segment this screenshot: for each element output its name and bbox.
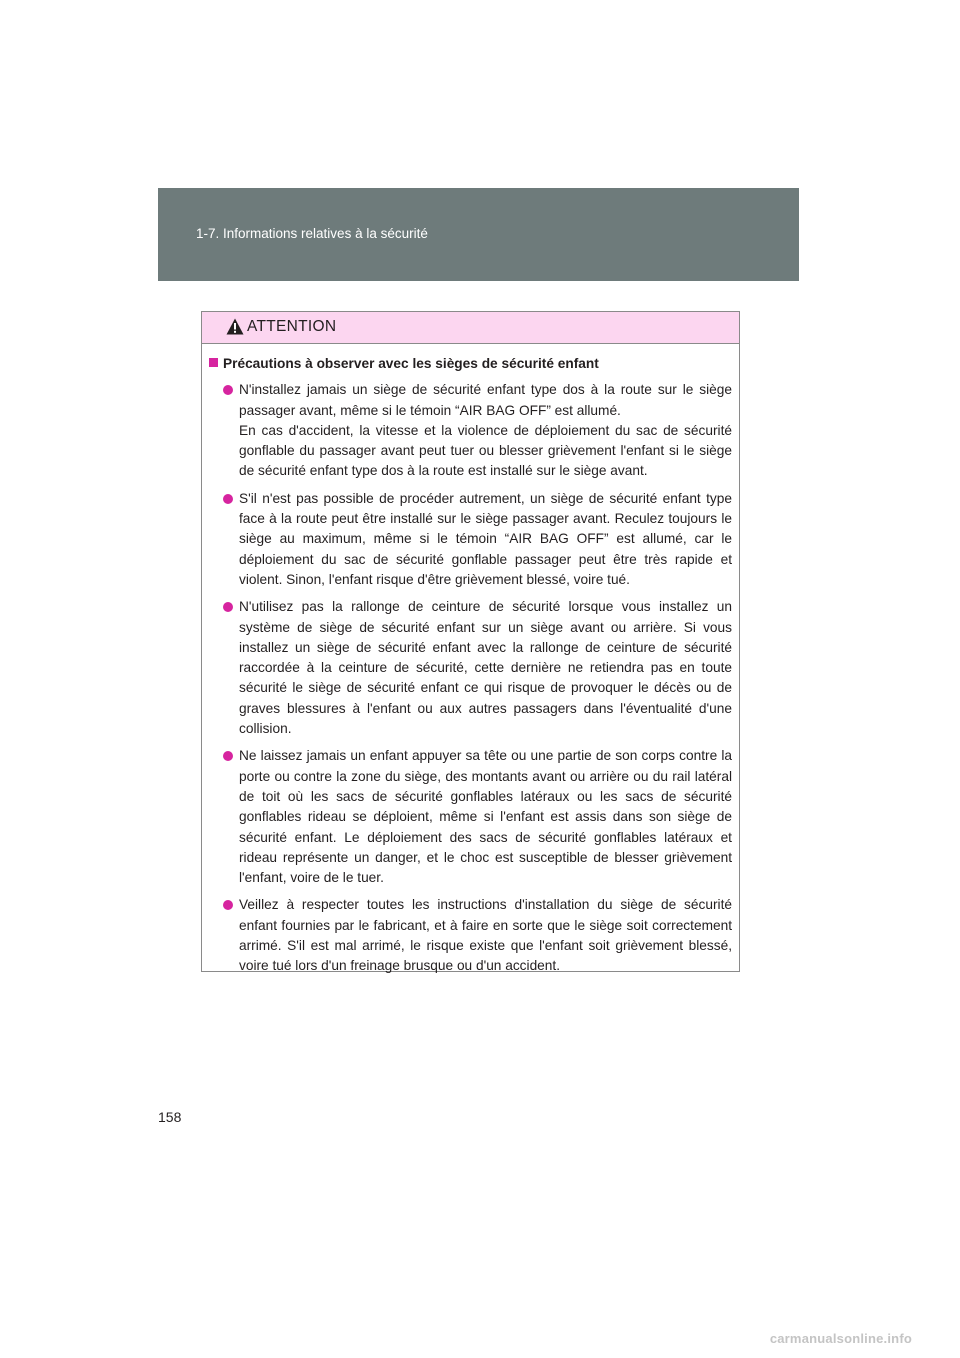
round-bullet-icon <box>223 602 233 612</box>
list-item <box>209 489 732 590</box>
round-bullet-icon <box>223 751 233 761</box>
page-number: 158 <box>158 1109 182 1125</box>
round-bullet-icon <box>223 494 233 504</box>
list-item-text: Veillez à respecter toutes les instructions d'installation du siège de sécurité enfant fournies par le fabricant, et à faire en sorte que le siège soit correctement arrimé. S'il est mal arrimé, le risque existe que l'enfant soit grièvement blessé, voire tué lors d'un freinage brusque ou d'un accident. <box>239 897 732 974</box>
section-title: 1-7. Informations relatives à la sécurité <box>196 226 428 241</box>
square-bullet-icon <box>209 358 218 367</box>
list-item-text: Ne laissez jamais un enfant appuyer sa tête ou une partie de son corps contre la porte ou contre la zone du siège, des montants avant ou arrière ou du rail latéral de toit où les sacs de sécurité gonflables latéraux ou les sacs de sécurité gonflables rideau se déploient, même si l'enfant est assis dans son siège de sécurité enfant. Le déploiement des sacs de sécurité gonflables latéraux et rideau représente un danger, et le choc est susceptible de blesser grièvement l'enfant, voire de le tuer. <box>239 748 732 886</box>
warning-triangle-icon <box>226 318 244 335</box>
list-item-text: N'installez jamais un siège de sécurité enfant type dos à la route sur le siège passager avant, même si le témoin “AIR BAG OFF” est allumé. <box>239 382 732 418</box>
warning-box <box>201 311 740 972</box>
list-item-text: S'il n'est pas possible de procéder autrement, un siège de sécurité enfant type face à la route peut être installé sur le siège passager avant. Reculez toujours le siège au maximum, même si le témoin “AIR BAG OFF” est allumé, car le déploiement du sac de sécurité gonflable passager peut être très rapide et violent. Sinon, l'enfant risque d'être grièvement blessé, voire tué. <box>239 490 732 587</box>
list-item <box>209 597 732 739</box>
round-bullet-icon <box>223 385 233 395</box>
list-item <box>209 380 732 481</box>
warning-heading <box>209 354 732 374</box>
list-item-text: En cas d'accident, la vitesse et la violence de déploiement du sac de sécurité gonflable du passager avant peut tuer ou blesser grièvement l'enfant si le siège de sécurité enfant type dos à la route est installé sur le siège avant. <box>239 422 732 479</box>
list-item <box>209 746 732 888</box>
warning-label: ATTENTION <box>247 318 337 335</box>
list-item <box>209 895 732 976</box>
warning-heading-text: Précautions à observer avec les sièges de sécurité enfant <box>223 356 599 371</box>
warning-header <box>202 312 739 344</box>
section-header-band <box>158 188 799 281</box>
watermark[interactable]: carmanualsonline.info <box>769 1331 912 1346</box>
warning-content <box>202 344 739 977</box>
round-bullet-icon <box>223 900 233 910</box>
list-item-text: N'utilisez pas la rallonge de ceinture de sécurité lorsque vous installez un système de siège de sécurité enfant sur un siège avant ou arrière. Si vous installez un siège de sécurité enfant avec la rallonge de ceinture de sécurité raccordée à la ceinture de sécurité, cette dernière ne retiendra pas en toute sécurité le siège de sécurité enfant ce qui risque de provoquer le décès ou de graves blessures à l'enfant ou aux autres passagers dans l'éventualité d'une collision. <box>239 599 732 737</box>
